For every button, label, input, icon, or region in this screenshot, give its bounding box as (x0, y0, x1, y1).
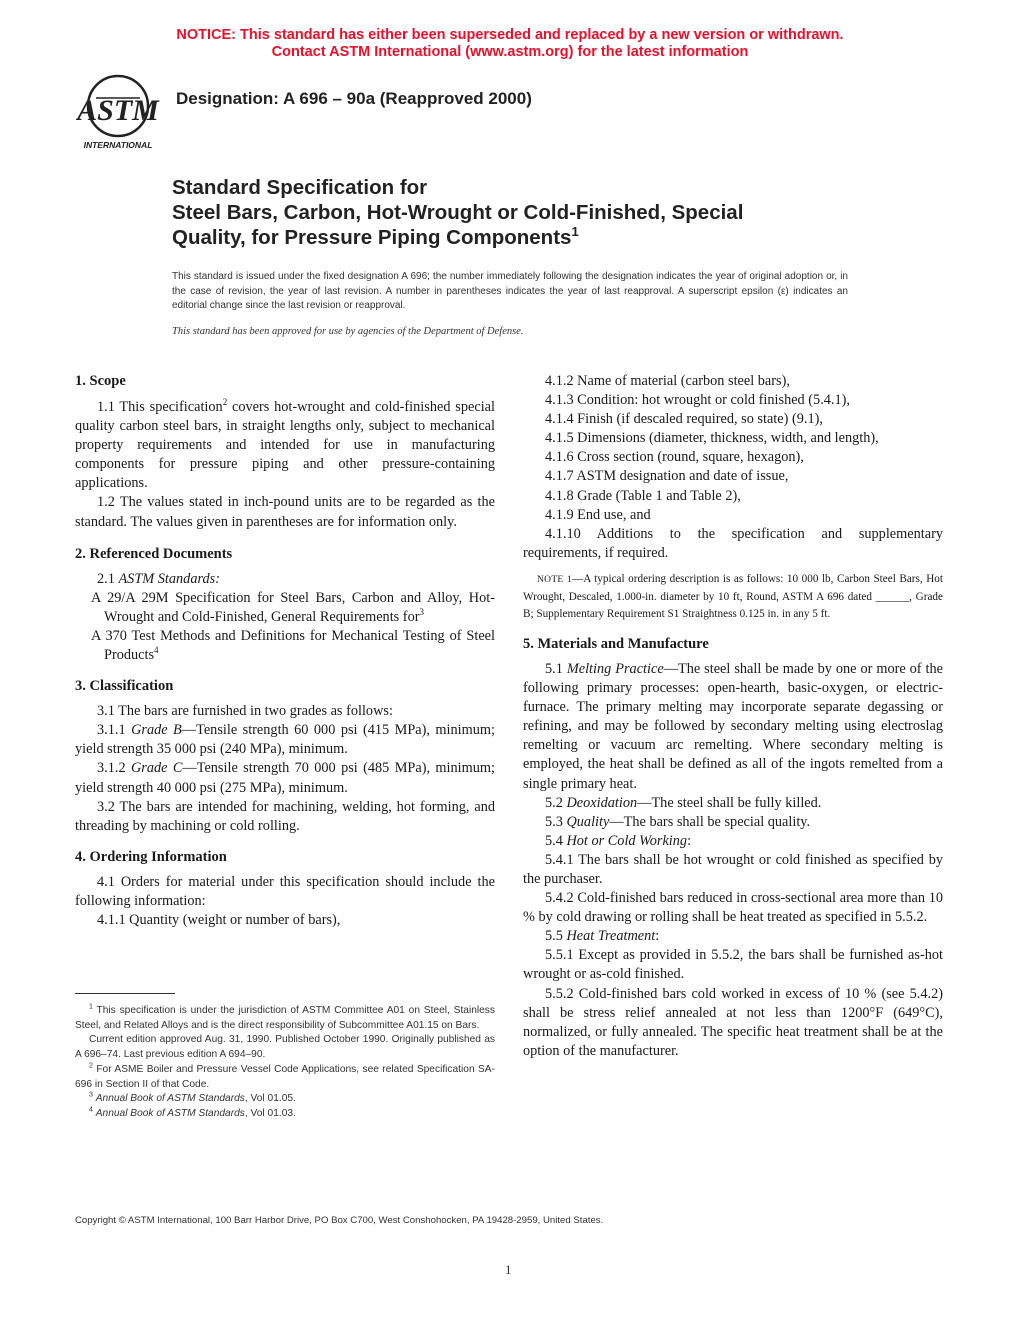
title-line-1: Standard Specification for (172, 176, 428, 199)
issued-note: This standard is issued under the fixed designation A 696; the number immediately following the designation indicates the year of original adoption or, in the case of revision, the year of last revision. A number in parentheses indicates the year of last reapproval. A superscript epsilon (ε) indicates an editorial change since the last revision or reapproval. (172, 271, 848, 312)
svg-text:INTERNATIONAL: INTERNATIONAL (83, 140, 153, 150)
para-1-1: 1.1 This specification$^2$ covers hot-wrought and cold-finished special quality carbon steel bars, in straight lengths only, subject to mechanical property requirements and intended for use in manufacturing components for pressure piping and other pressure-containing applications. (75, 397, 495, 492)
footnote-3: $^3$ Annual Book of ASTM Standards, Vol 01.05. (89, 1091, 296, 1105)
para-4-1: 4.1 Orders for material under this specification should include the following information: (75, 873, 495, 909)
para-2-1: 2.1 ASTM Standards: (97, 570, 220, 587)
para-5-3: 5.3 Quality—The bars shall be special quality. (545, 813, 811, 830)
note-1: NOTE 1—A typical ordering description is as follows: 10 000 lb, Carbon Steel Bars, Hot Wrought, Descaled, 1.000-in. diameter by 10 ft, Round, ASTM A 696 dated ______, Grade B; Supplementary Requirement S1 Straightness 0.125 in. in any 5 ft. (523, 572, 943, 620)
section-3-heading: 3. Classification (75, 678, 174, 695)
notice-line-1: NOTICE: This standard has either been superseded and replaced by a new version or withdrawn. (176, 27, 844, 43)
ordering-item: 4.1.7 ASTM designation and date of issue, (545, 468, 789, 485)
title-line-2: Steel Bars, Carbon, Hot-Wrought or Cold-Finished, Special (172, 201, 744, 224)
footnote-4: $^4$ Annual Book of ASTM Standards, Vol 01.03. (89, 1106, 296, 1119)
left-column (75, 372, 495, 930)
title-footnote-ref: 1 (571, 224, 579, 240)
footnote-1: $^1$ This specification is under the jurisdiction of ASTM Committee A01 on Steel, Stainless Steel, and Related Alloys and is the direct responsibility of Subcommittee A01.15 on Bars. (75, 1003, 495, 1031)
para-1-2: 1.2 The values stated in inch-pound units are to be regarded as the standard. The values given in parentheses are for information only. (75, 494, 495, 530)
para-5-4-1: 5.4.1 The bars shall be hot wrought or cold finished as specified by the purchaser. (523, 851, 943, 887)
ordering-item: 4.1.2 Name of material (carbon steel bars), (545, 373, 790, 389)
ordering-item: 4.1.3 Condition: hot wrought or cold finished (5.4.1), (545, 392, 850, 409)
section-2-heading: 2. Referenced Documents (75, 545, 233, 562)
svg-text:ASTM: ASTM (77, 94, 159, 127)
footnote-2: $^2$ For ASME Boiler and Pressure Vessel Code Applications, see related Specification SA-696 in Section II of that Code. (75, 1062, 495, 1090)
para-3-1: 3.1 The bars are furnished in two grades as follows: (97, 703, 393, 720)
title-line-3: Quality, for Pressure Piping Components (172, 226, 572, 249)
ordering-item: 4.1.6 Cross section (round, square, hexagon), (545, 449, 804, 466)
ordering-item: 4.1.1 Quantity (weight or number of bars), (97, 911, 341, 928)
document-title (172, 175, 892, 250)
astm-international-logo (76, 72, 160, 152)
para-5-1: 5.1 Melting Practice—The steel shall be made by one or more of the following primary processes: open-hearth, basic-oxygen, or electric-furnace. The primary melting may incorporate separate degassing or refining, and may be followed by secondary melting using electroslag remelting or vacuum arc remelting. Where secondary melting is employed, the heat shall be defined as all of the ingots remelted from a single primary heat. (523, 660, 943, 792)
superseded-notice (0, 27, 1020, 61)
para-5-5-2: 5.5.2 Cold-finished bars cold worked in excess of 10 % (see 5.4.2) shall be stress relief annealed at not less than 1200°F (649°C), normalized, or fully annealed. The specific heat treatment shall be at the option of the manufacturer. (523, 985, 943, 1059)
para-5-5: 5.5 Heat Treatment: (545, 928, 660, 945)
para-5-4-2: 5.4.2 Cold-finished bars reduced in cross-sectional area more than 10 % by cold drawing or rolling shall be heat treated as specified in 5.5.2. (523, 890, 943, 926)
section-4-heading: 4. Ordering Information (75, 848, 227, 865)
page-number: 1 (505, 1262, 512, 1277)
para-5-5-1: 5.5.1 Except as provided in 5.5.2, the bars shall be furnished as-hot wrought or as-cold finished. (523, 947, 943, 983)
section-1-heading: 1. Scope (75, 373, 126, 389)
footnote-rule (75, 993, 175, 994)
right-column (523, 372, 943, 1061)
ordering-item: 4.1.4 Finish (if descaled required, so state) (9.1), (545, 411, 823, 428)
section-5-heading: 5. Materials and Manufacture (523, 635, 709, 652)
ordering-item: 4.1.8 Grade (Table 1 and Table 2), (545, 487, 741, 504)
footnote-1-edition: Current edition approved Aug. 31, 1990. Published October 1990. Originally published as A 696–74. Last previous edition A 694–90. (75, 1034, 495, 1061)
ordering-item: 4.1.5 Dimensions (diameter, thickness, width, and length), (545, 430, 879, 447)
copyright: Copyright © ASTM International, 100 Barr Harbor Drive, PO Box C700, West Conshohocken, PA 19428-2959, United States. (75, 1215, 604, 1226)
dod-approval-note: This standard has been approved for use by agencies of the Department of Defense. (172, 326, 524, 337)
para-5-4: 5.4 Hot or Cold Working: (545, 832, 692, 849)
para-3-1-1: 3.1.1 Grade B—Tensile strength 60 000 psi (415 MPa), minimum; yield strength 35 000 psi (240 MPa), minimum. (75, 722, 496, 758)
footnotes (75, 1004, 495, 1122)
ordering-item: 4.1.9 End use, and (545, 506, 651, 523)
para-5-2: 5.2 Deoxidation—The steel shall be fully killed. (545, 794, 822, 811)
para-3-2: 3.2 The bars are intended for machining, welding, hot forming, and threading by machining or cold rolling. (75, 798, 495, 834)
reference-a29: A 29/A 29M Specification for Steel Bars, Carbon and Alloy, Hot-Wrought and Cold-Finished, General Requirements for$^3$ (91, 589, 495, 625)
ordering-item: 4.1.10 Additions to the specification and supplementary requirements, if required. (523, 525, 943, 561)
reference-a370: A 370 Test Methods and Definitions for Mechanical Testing of Steel Products$^4$ (91, 627, 495, 664)
notice-line-2: Contact ASTM International (www.astm.org) for the latest information (271, 44, 749, 60)
para-3-1-2: 3.1.2 Grade C—Tensile strength 70 000 psi (485 MPa), minimum; yield strength 40 000 psi (275 MPa), minimum. (75, 760, 495, 796)
designation: Designation: A 696 – 90a (Reapproved 2000) (176, 89, 532, 108)
